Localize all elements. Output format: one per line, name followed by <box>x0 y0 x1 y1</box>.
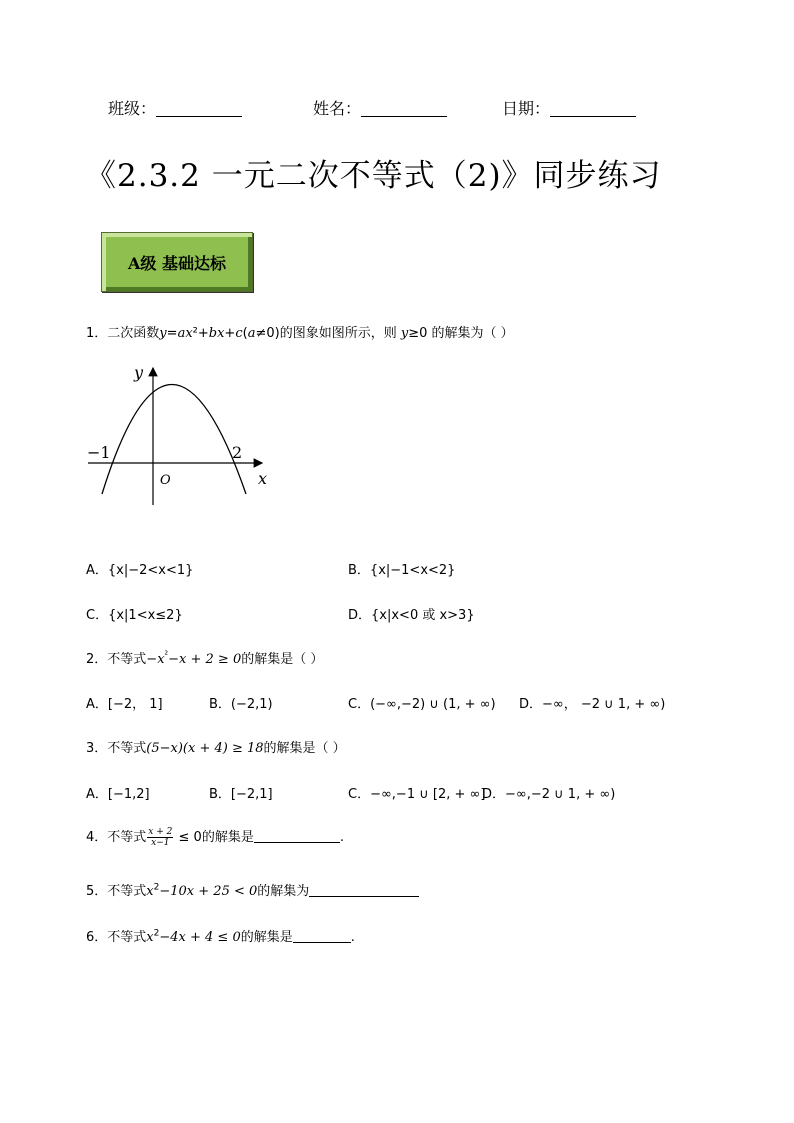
section-badge-label: A级 基础达标 <box>128 253 226 273</box>
parabola-graph <box>84 360 284 510</box>
y-axis-label: y <box>134 363 144 382</box>
answer-blank-5[interactable] <box>309 884 419 897</box>
origin-label: O <box>160 473 171 488</box>
answer-blank-6[interactable] <box>293 930 351 943</box>
parabola-curve <box>102 385 246 495</box>
right-root-label: 2 <box>232 443 243 462</box>
name-label: 姓名： <box>313 99 362 118</box>
fraction: $\frac{x + 2}{x-1}$ <box>148 827 173 848</box>
question-3-option-c[interactable]: C．−∞,−1 ∪ [2, + ∞] <box>348 787 486 802</box>
class-label: 班级： <box>108 99 157 118</box>
class-blank[interactable] <box>156 100 242 117</box>
question-1-option-c[interactable]: C．{x|1<x≤2} <box>86 608 183 623</box>
class-field <box>108 96 242 119</box>
question-3-option-a[interactable]: A．[−1,2] <box>86 787 150 802</box>
question-2-option-d[interactable]: D．−∞， −2 ∪ 1, + ∞) <box>519 697 666 712</box>
question-2-option-a[interactable]: A．[−2， 1] <box>86 697 163 712</box>
question-2-option-b[interactable]: B．(−2,1) <box>209 697 273 712</box>
date-blank[interactable] <box>550 100 636 117</box>
answer-blank-4[interactable] <box>254 830 340 843</box>
question-1-option-a[interactable]: A．{x|−2<x<1} <box>86 563 194 578</box>
left-root-label: −1 <box>87 443 111 462</box>
x-axis-label: x <box>258 469 268 488</box>
name-field <box>313 96 447 119</box>
question-3-option-b[interactable]: B．[−2,1] <box>209 787 273 802</box>
question-4-stem: 4．不等式 $\frac{x + 2}{x-1}$ ≤ 0的解集是 . <box>86 827 344 848</box>
page-title: 《2.3.2 一元二次不等式（2)》同步练习 <box>85 158 662 194</box>
name-blank[interactable] <box>361 100 447 117</box>
question-1-option-d[interactable]: D．{x|x<0 或 x>3} <box>348 608 475 623</box>
date-field <box>502 96 636 119</box>
question-5-stem: 5．不等式$x^2-10x + 25 < 0$的解集为 <box>86 880 419 899</box>
question-1-option-b[interactable]: B．{x|−1<x<2} <box>348 563 456 578</box>
question-2-stem: 2．不等式$-x^{^2}-x + 2 \ge 0$的解集是（ ） <box>86 650 324 667</box>
section-badge <box>101 232 253 292</box>
question-6-stem: 6．不等式$x^2-4x + 4 \le 0$的解集是 . <box>86 928 355 945</box>
question-2-option-c[interactable]: C．(−∞,−2) ∪ (1, + ∞) <box>348 697 496 712</box>
date-label: 日期： <box>502 99 551 118</box>
question-3-option-d[interactable]: D．−∞,−2 ∪ 1, + ∞) <box>482 787 616 802</box>
question-1-stem: 1．二次函数y=ax²+bx+c(a≠0)的图象如图所示，则 y≥0 的解集为（ ） <box>86 326 514 341</box>
question-3-stem: 3．不等式(5−x)(x + 4) ≥ 18的解集是（ ） <box>86 741 346 756</box>
